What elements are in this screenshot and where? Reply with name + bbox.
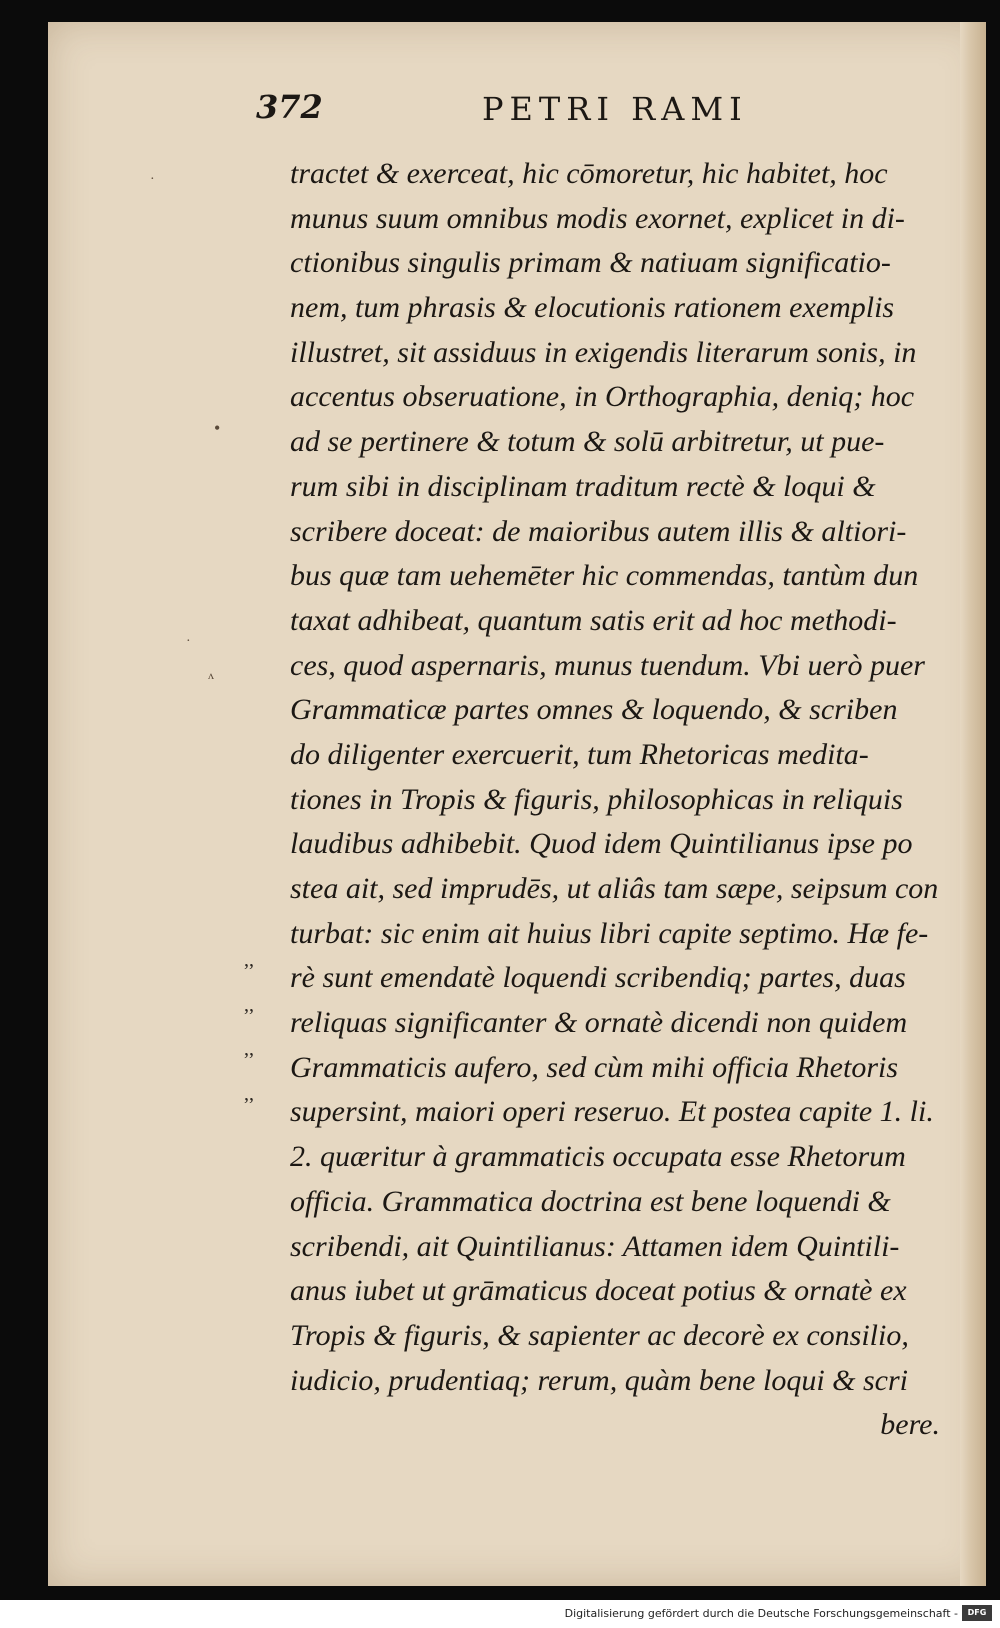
text-line: scribendi, ait Quintilianus: Attamen idem Quintili-: [290, 1229, 900, 1263]
margin-quote-mark: ,,: [244, 949, 254, 971]
footer-bar: [0, 1600, 1000, 1628]
margin-quote-marks: [244, 938, 278, 1117]
text-line: turbat: sic enim ait huius libri capite septimo. Hæ fe-: [290, 916, 929, 950]
margin-quote-mark: ,,: [244, 1083, 254, 1106]
body-text: [290, 152, 970, 1448]
text-line: accentus obseruatione, in Orthographia, deniq; hoc: [290, 380, 915, 414]
text-line: ces, quod aspernaris, munus tuendum. Vbi uerò puer: [290, 648, 925, 682]
text-line: munus suum omnibus modis exornet, explicet in di-: [290, 201, 905, 235]
text-line: tiones in Tropis & figuris, philosophicas in reliquis: [290, 782, 903, 816]
margin-speck-mark: ·: [150, 172, 155, 187]
text-line: do diligenter exercuerit, tum Rhetoricas medita-: [290, 737, 869, 771]
text-line: stea ait, sed imprudēs, ut aliâs tam sæpe, seipsum con: [290, 872, 939, 905]
text-line: ad se pertinere & totum & solū arbitretur, ut pue-: [290, 425, 885, 459]
text-line: bere.: [880, 1408, 940, 1442]
text-line: ctionibus singulis primam & natiuam significatio-: [290, 246, 891, 280]
digitization-credit: Digitalisierung gefördert durch die Deutsche Forschungsgemeinschaft -: [564, 1607, 958, 1620]
margin-dot-mark: •: [214, 418, 221, 438]
text-line: 2. quæritur à grammaticis occupata esse Rhetorum: [290, 1140, 906, 1174]
text-line: taxat adhibeat, quantum satis erit ad hoc methodi-: [290, 603, 897, 637]
text-line: iudicio, prudentiaq; rerum, quàm bene loqui & scri: [290, 1363, 908, 1397]
margin-letter-mark: ʌ: [208, 668, 214, 682]
text-line: bus quæ tam uehemēter hic commendas, tantùm dun: [290, 559, 919, 593]
page-header: [256, 88, 816, 148]
text-line: Grammaticæ partes omnes & loquendo, & scriben: [290, 693, 898, 727]
text-line: officia. Grammatica doctrina est bene loquendi &: [290, 1184, 891, 1218]
page-number: 372: [256, 88, 323, 126]
margin-quote-mark: ,,: [244, 1038, 254, 1061]
margin-quote-mark: ,,: [244, 993, 254, 1016]
text-line: laudibus adhibebit. Quod idem Quintilianus ipse po: [290, 827, 913, 861]
text-line: supersint, maiori operi reseruo. Et postea capite 1. li.: [290, 1095, 934, 1129]
text-line: Grammaticis aufero, sed cùm mihi officia Rhetoris: [290, 1050, 898, 1084]
margin-small-mark: ·: [186, 634, 191, 649]
text-line: rum sibi in disciplinam traditum rectè & loqui &: [290, 469, 876, 503]
text-line: rè sunt emendatè loquendi scribendiq; partes, duas: [290, 961, 906, 995]
text-line: anus iubet ut grāmaticus doceat potius & ornatè ex: [290, 1274, 907, 1308]
text-line: Tropis & figuris, & sapienter ac decorè ex consilio,: [290, 1318, 909, 1352]
text-line: tractet & exerceat, hic cōmoretur, hic habitet, hoc: [290, 157, 888, 190]
running-head: PETRI RAMI: [482, 90, 748, 128]
text-line: illustret, sit assiduus in exigendis literarum sonis, in: [290, 335, 917, 369]
text-line: scribere doceat: de maioribus autem illis & altiori-: [290, 514, 907, 548]
text-line: reliquas significanter & ornatè dicendi non quidem: [290, 1006, 908, 1040]
text-line: nem, tum phrasis & elocutionis rationem exemplis: [290, 291, 895, 325]
dfg-logo-icon: DFG: [962, 1605, 992, 1621]
